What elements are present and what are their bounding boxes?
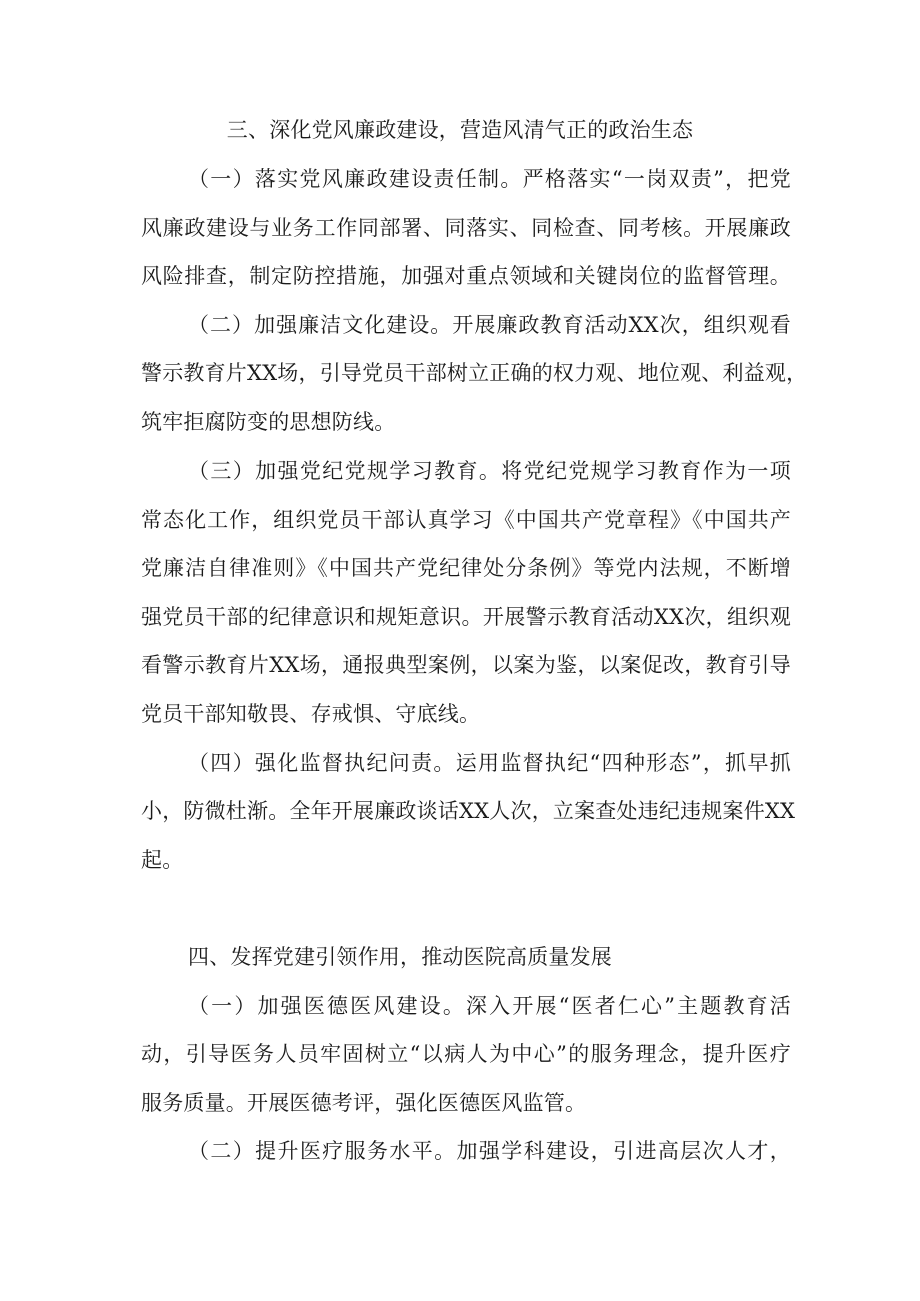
s3-p1-line-1: （一）落实党风廉政建设责任制。严格落实“一岗双责”，把党 — [188, 167, 791, 191]
s3-p3-line-3: 党廉洁自律准则》《中国共产党纪律处分条例》等党内法规，不断增 — [141, 556, 791, 580]
s3-p1-line-3: 风险排查，制定防控措施，加强对重点领域和关键岗位的监督管理。 — [141, 264, 791, 288]
s4-p2-line-1: （二）提升医疗服务水平。加强学科建设，引进高层次人才， — [188, 1139, 791, 1163]
s4-p1-line-2: 动，引导医务人员牢固树立“以病人为中心”的服务理念，提升医疗 — [141, 1042, 791, 1066]
s3-p3-line-6: 党员干部知敬畏、存戒惧、守底线。 — [141, 702, 481, 726]
s3-p3-line-1: （三）加强党纪党规学习教育。将党纪党规学习教育作为一项 — [188, 459, 791, 483]
s3-p4-line-2: 小，防微杜渐。全年开展廉政谈话XX人次，立案查处违纪违规案件XX — [141, 799, 796, 823]
s3-p2-line-3: 筑牢拒腐防变的思想防线。 — [141, 410, 396, 434]
section-3-heading: 三、深化党风廉政建设，营造风清气正的政治生态 — [226, 118, 694, 142]
s3-p2-line-2: 警示教育片XX场，引导党员干部树立正确的权力观、地位观、利益观， — [141, 361, 808, 385]
s3-p4-line-3: 起。 — [141, 848, 184, 872]
s4-p1-line-1: （一）加强医德医风建设。深入开展“医者仁心”主题教育活 — [188, 994, 791, 1018]
s3-p3-line-4: 强党员干部的纪律意识和规矩意识。开展警示教育活动XX次，组织观 — [141, 605, 791, 629]
s3-p3-line-5: 看警示教育片XX场，通报典型案例，以案为鉴，以案促改，教育引导 — [141, 653, 791, 677]
section-4-heading: 四、发挥党建引领作用，推动医院高质量发展 — [188, 945, 612, 969]
s3-p3-line-2: 常态化工作，组织党员干部认真学习《中国共产党章程》《中国共产 — [141, 508, 791, 532]
s4-p1-line-3: 服务质量。开展医德考评，强化医德医风监管。 — [141, 1091, 587, 1115]
s3-p4-line-1: （四）强化监督执纪问责。运用监督执纪“四种形态”，抓早抓 — [188, 751, 791, 775]
s3-p1-line-2: 风廉政建设与业务工作同部署、同落实、同检查、同考核。开展廉政 — [141, 216, 791, 240]
s3-p2-line-1: （二）加强廉洁文化建设。开展廉政教育活动XX次，组织观看 — [188, 313, 791, 337]
